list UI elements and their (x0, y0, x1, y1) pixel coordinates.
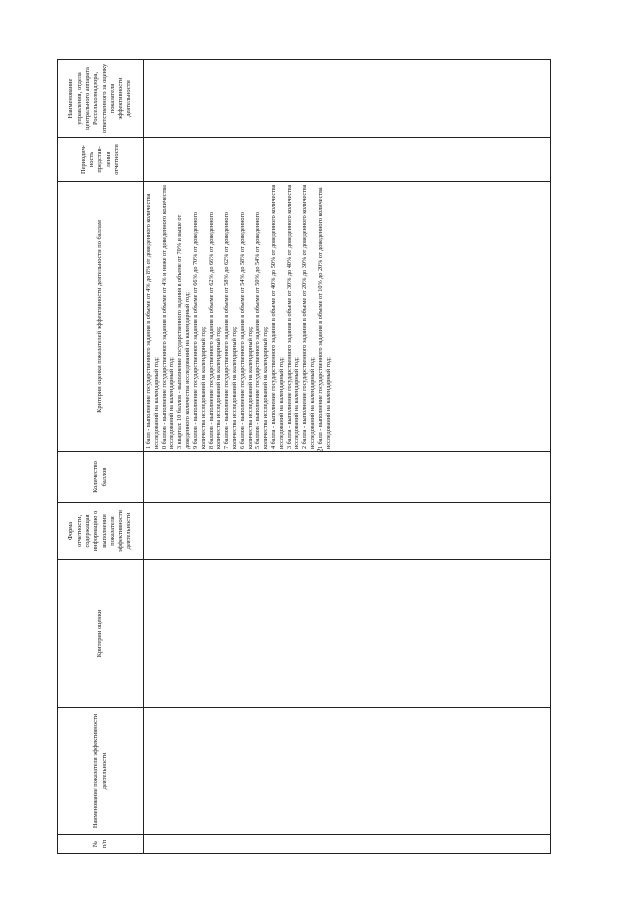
scoring-line: 2 балла - выполнение государственного задания в объеме от 20% до 30% от доведенного количества исследований на календарный год; (301, 184, 317, 449)
indicator-table (57, 59, 551, 854)
body-periodicity-cell (144, 138, 551, 182)
scoring-line: 1 балл - выполнение государственного задания в объеме от 4% до 8% от доведенного количества исследований на календарный год; (145, 193, 160, 449)
header-number: № п/п (58, 835, 144, 854)
scoring-line: 7 баллов - выполнение государственного задания в объеме от 58% до 62% от доведенного количества исследований на календарный год; (223, 212, 238, 449)
header-scoring-criteria: Критерии оценки показателей эффективности деятельности по баллам (58, 182, 144, 452)
scoring-line: 4 балла - выполнение государственного задания в объеме от 40% до 50% от доведенного количества исследований на календарный год; (270, 184, 285, 449)
scoring-line: 3 балла - выполнение государственного задания в объеме от 30% до 40% от доведенного количества исследований на календарный год; (285, 184, 301, 449)
header-department: Наименование управления, отдела центрального аппарата Россельхознадзора, ответственного за оценку показателя эффективности деятельности (58, 60, 144, 138)
header-report-form: Форма отчетности, содержащая информацию о выполнении показателя эффективности деятельности (58, 503, 144, 560)
header-indicator-name: Наименование показателя эффективности деятельности (58, 708, 144, 835)
scoring-line: 8 баллов - выполнение государственного задания в объеме от 62% до 66% от доведенного количества исследований на календарный год; (207, 212, 223, 449)
body-points-cell (144, 452, 551, 503)
body-criteria-cell (144, 560, 551, 708)
scoring-line: 3 квартал: 10 баллов - выполнение государственного задания в объеме от 70% и выше от доведенного количества исследований на календарный год; (176, 214, 192, 449)
scoring-line: 9 баллов - выполнение государственного задания в объеме от 66% до 70% от доведенного количества исследований на календарный год; (191, 212, 207, 449)
body-department-cell (144, 60, 551, 138)
scoring-line: 0 баллов - выполнение государственного задания в объеме от 4% и ниже от доведенного количества исследований на календарный год; (160, 185, 176, 449)
header-periodicity: Периодич-ность представ-ления отчетности (58, 138, 144, 182)
scoring-line: 1 балл - выполнение государственного задания в объеме от 10% до 20% от доведенного количества исследований на календарный год; (316, 187, 332, 449)
scoring-line: 5 баллов - выполнение государственного задания в объеме от 50% до 54% от доведенного количества исследований на календарный год; (254, 212, 270, 449)
body-indicator-name-cell (144, 708, 551, 835)
scoring-line: 6 баллов - выполнение государственного задания в объеме от 54% до 58% от доведенного количества исследований на календарный год; (238, 212, 254, 449)
page-number: 2 (315, 448, 325, 453)
table-header-row (58, 60, 144, 854)
table-body-row (144, 60, 551, 854)
rotated-page (57, 60, 551, 854)
body-number-cell (144, 835, 551, 854)
body-report-form-cell (144, 503, 551, 560)
header-criteria: Критерии оценки (58, 560, 144, 708)
scoring-criteria-cell (144, 182, 551, 452)
header-points: Количество баллов (58, 452, 144, 503)
